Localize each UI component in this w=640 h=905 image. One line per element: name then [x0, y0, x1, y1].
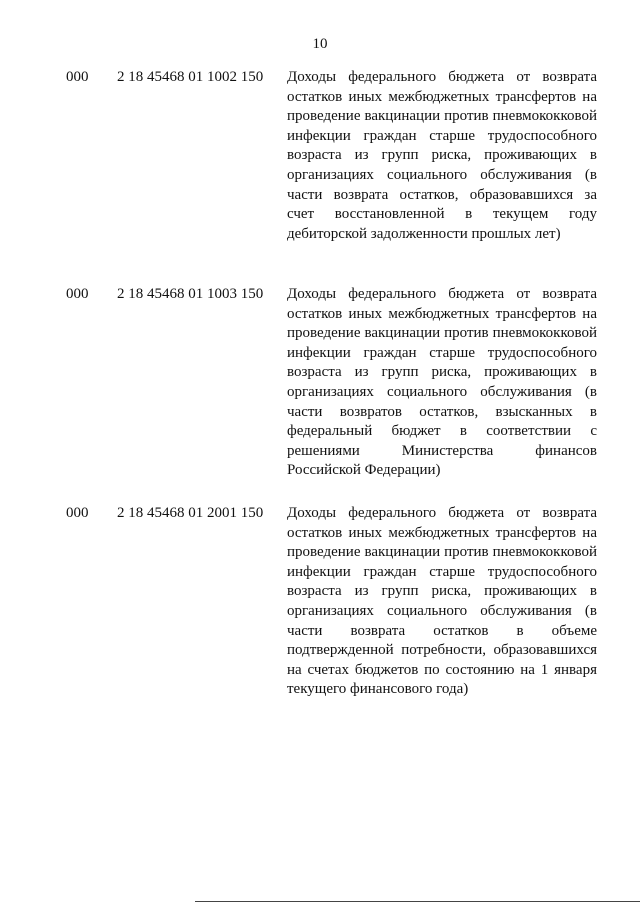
page-number: 10 [312, 36, 328, 52]
admin-code: 000 [66, 286, 89, 302]
page-bottom-rule [195, 901, 640, 902]
admin-code: 000 [66, 69, 89, 85]
budget-classification-code: 2 18 45468 01 2001 150 [117, 505, 264, 521]
budget-classification-code: 2 18 45468 01 1002 150 [117, 69, 264, 85]
revenue-description: Доходы федерального бюджета от возврата остатков иных межбюджетных трансфертов на проведение вакцинации против пневмококковой инфекции граждан старше трудоспособного возраста из групп риска, проживающих в организациях социального обслуживания (в части возврата остатков, образовавшихся за счет восстановленной в текущем году дебиторской задолженности прошлых лет) [287, 69, 597, 242]
revenue-description: Доходы федерального бюджета от возврата остатков иных межбюджетных трансфертов на проведение вакцинации против пневмококковой инфекции граждан старше трудоспособного возраста из групп риска, проживающих в организациях социального обслуживания (в части возврата остатков в объеме подтвержденной потребности, образовавшихся на счетах бюджетов по состоянию на 1 января текущего финансового года) [287, 505, 597, 698]
budget-classification-code: 2 18 45468 01 1003 150 [117, 286, 264, 302]
revenue-description: Доходы федерального бюджета от возврата остатков иных межбюджетных трансфертов на проведение вакцинации против пневмококковой инфекции граждан старше трудоспособного возраста из групп риска, проживающих в организациях социального обслуживания (в части возвратов остатков, взысканных в федеральный бюджет в соответствии с решениями Министерства финансов Российской Федерации) [287, 286, 597, 479]
admin-code: 000 [66, 505, 89, 521]
